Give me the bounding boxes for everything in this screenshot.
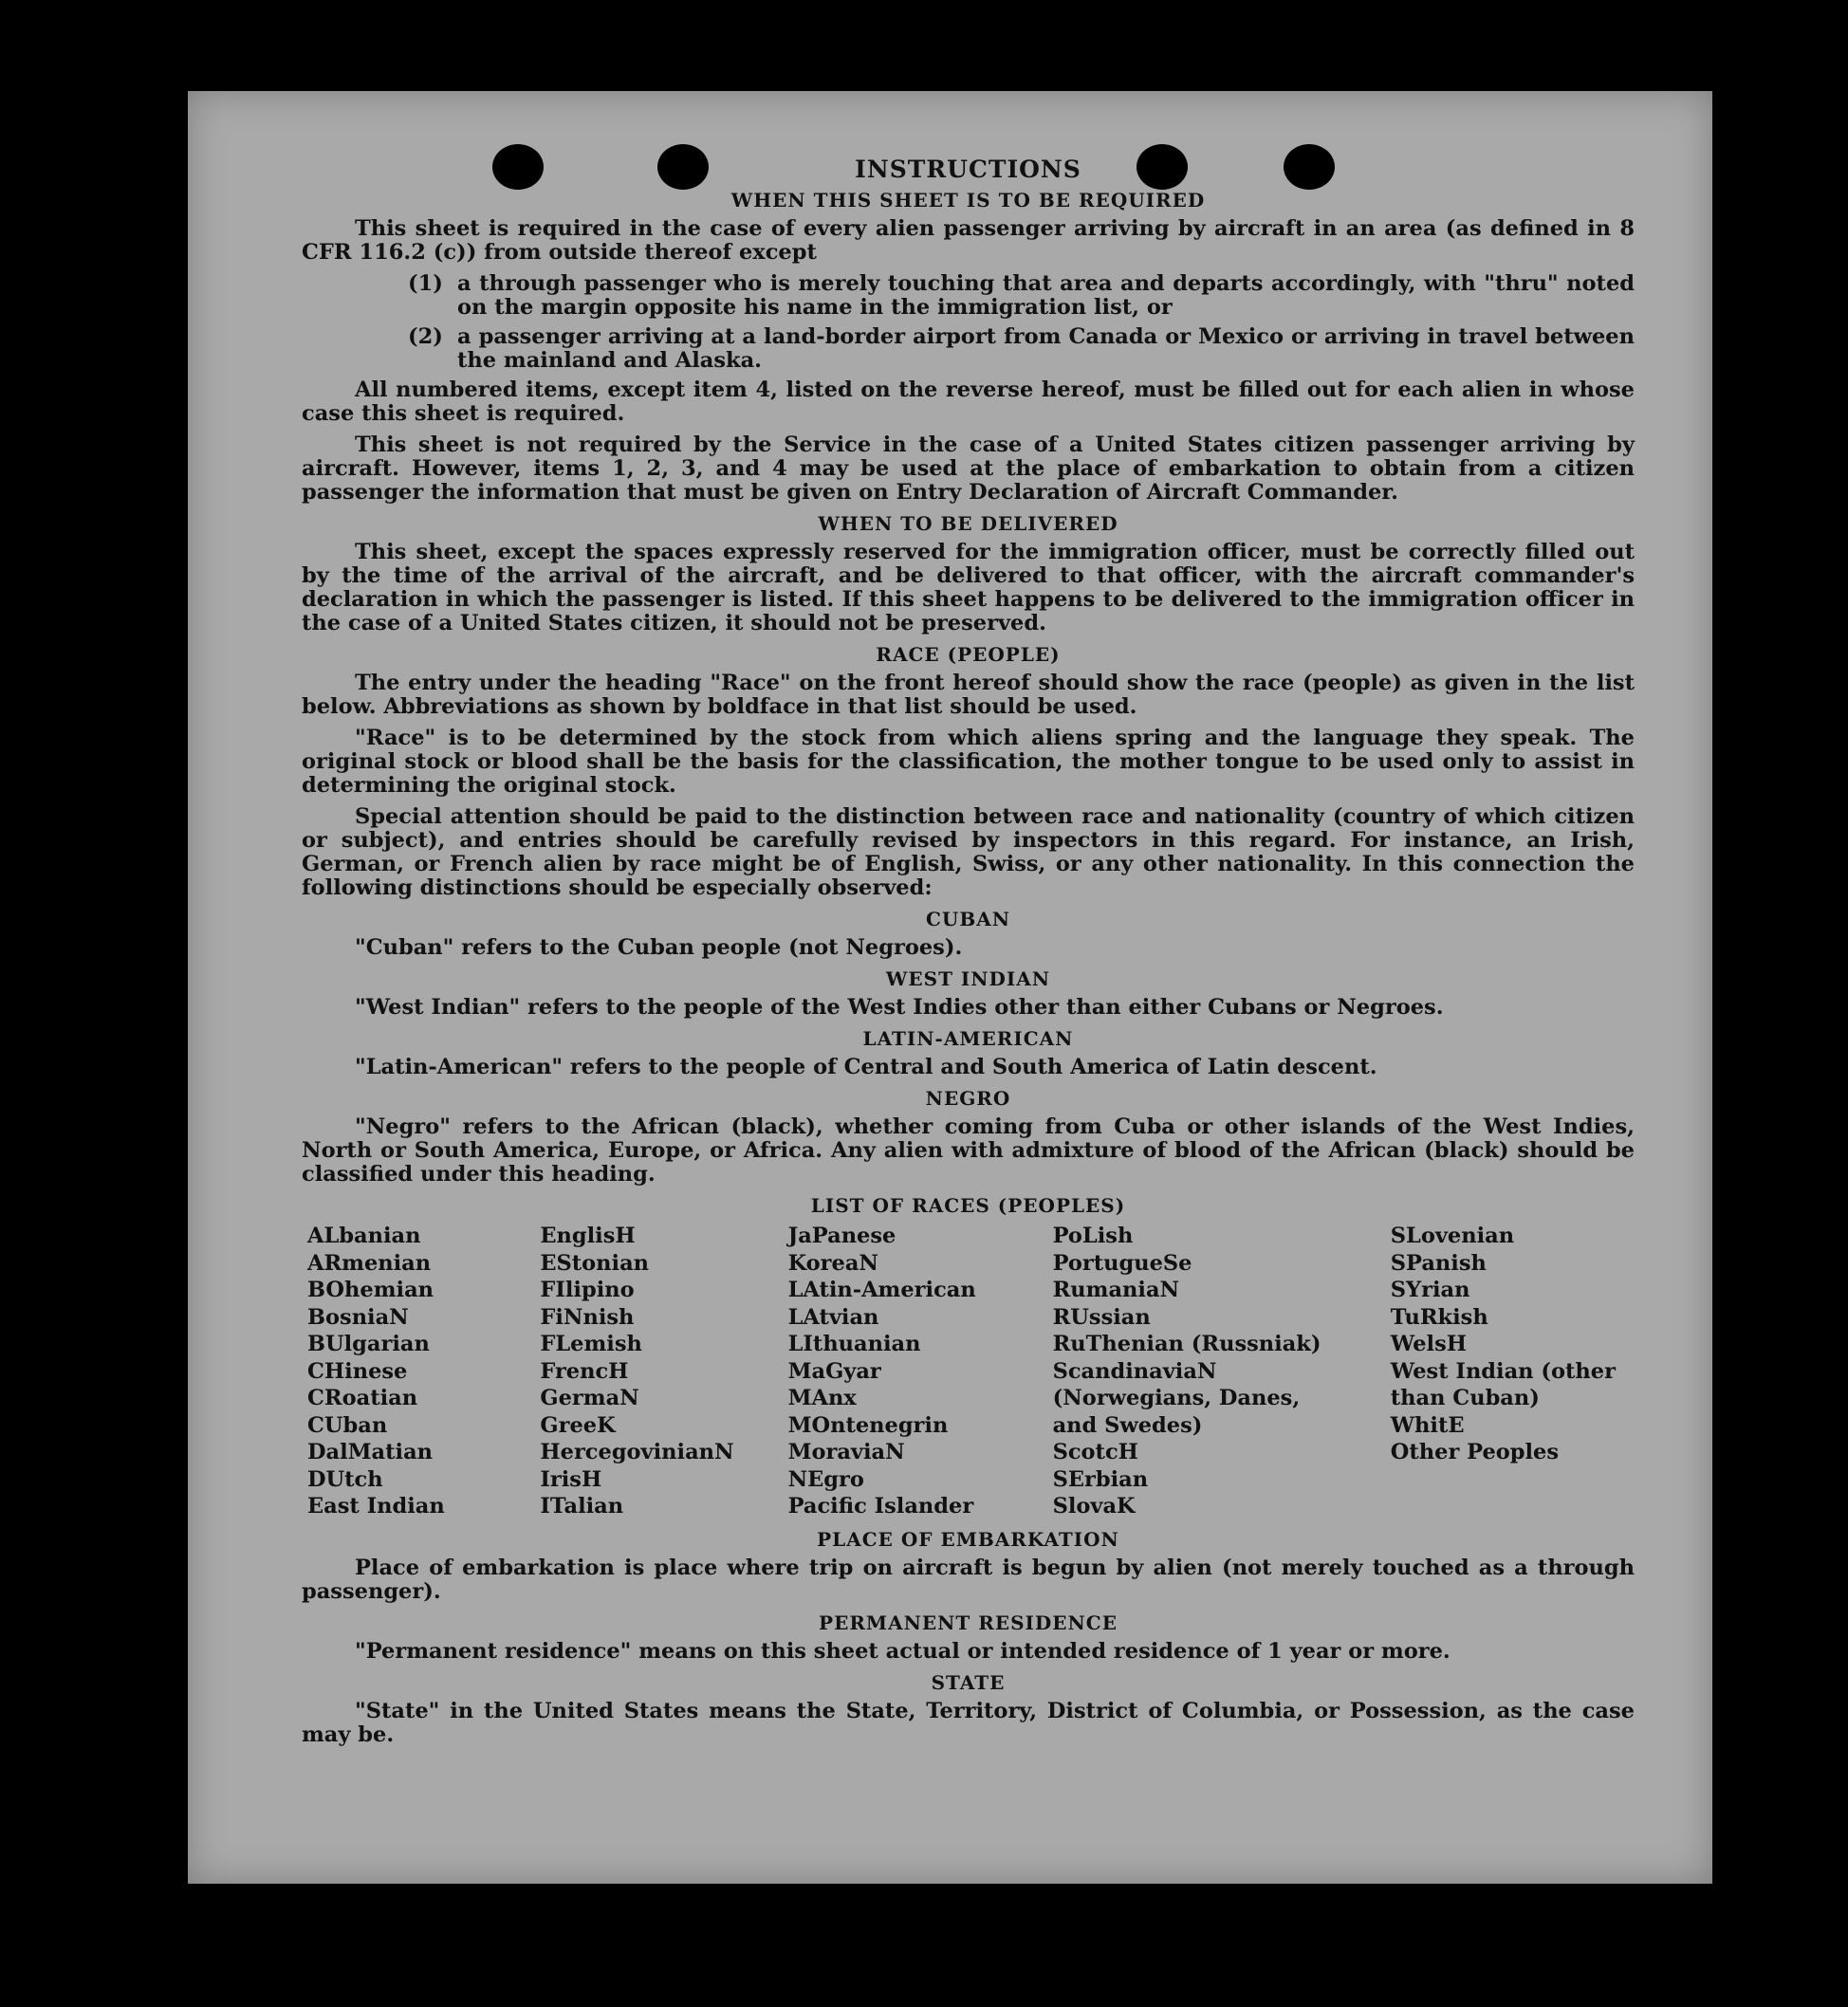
- race-entry: ScotcH: [1052, 1440, 1138, 1464]
- race-entry: Pacific Islander: [787, 1494, 974, 1519]
- race-entry: PortugueSe: [1052, 1250, 1192, 1276]
- paragraph: "State" in the United States means the State, Territory, District of Columbia, or Possession, as the case may be.: [302, 1698, 1635, 1747]
- item-text: a through passenger who is merely touching that area and departs accordingly, with "thru" noted on the margin opposite his name in the immigration list, or: [457, 271, 1635, 320]
- section-heading: PERMANENT RESIDENCE: [819, 1611, 1118, 1634]
- race-entry: LAtin-American: [787, 1278, 976, 1302]
- race-entry: RUssian: [1052, 1304, 1151, 1330]
- section-heading: WEST INDIAN: [885, 967, 1051, 990]
- paragraph: The entry under the heading "Race" on the front hereof should show the race (people) as given in the list below. Abbreviations as shown by boldface in that list should be used.: [302, 671, 1635, 719]
- section-heading: NEGRO: [925, 1087, 1011, 1110]
- section-heading: STATE: [931, 1670, 1006, 1694]
- race-entry: GermaN: [540, 1386, 639, 1410]
- race-entry: MOntenegrin: [787, 1412, 949, 1438]
- race-entry: SYrian: [1390, 1278, 1470, 1302]
- race-entry: PoLish: [1052, 1224, 1134, 1248]
- race-entry: EnglisH: [540, 1224, 636, 1248]
- page-title: INSTRUCTIONS: [855, 156, 1081, 183]
- races-column: [788, 1223, 1053, 1520]
- race-entry: SLovenian: [1390, 1224, 1515, 1248]
- list-item: [302, 325, 1635, 373]
- paragraph: This sheet, except the spaces expressly reserved for the immigration officer, must be correctly filled out by the time of the arrival of the aircraft, and be delivered to that officer, with the aircraft commander's declaration in which the passenger is listed. If this sheet happens to be delivered to the immigration officer in the case of a United States citizen, it should not be preserved.: [302, 540, 1635, 635]
- race-entry: ScandinaviaN (Norwegians, Danes, and Swedes): [1052, 1358, 1301, 1438]
- race-entry: FLemish: [540, 1332, 642, 1356]
- race-entry: HercegovinianN: [540, 1440, 734, 1464]
- section-heading: RACE (PEOPLE): [876, 643, 1061, 666]
- race-entry: SlovaK: [1052, 1494, 1136, 1519]
- race-entry: JaPanese: [787, 1224, 896, 1248]
- race-entry: RuThenian (Russniak): [1052, 1332, 1321, 1356]
- paragraph: "Race" is to be determined by the stock from which aliens spring and the language they speak. The original stock or blood shall be the basis for the classification, the mother tongue to be used only to assist in determining the original stock.: [302, 726, 1635, 798]
- race-entry: FrencH: [540, 1358, 629, 1384]
- section-heading: PLACE OF EMBARKATION: [817, 1527, 1119, 1551]
- race-entry: SPanish: [1390, 1250, 1487, 1276]
- race-entry: BOhemian: [307, 1278, 434, 1302]
- race-entry: KoreaN: [787, 1250, 878, 1276]
- paragraph: This sheet is not required by the Service in the case of a United States citizen passenger arriving by aircraft. However, items 1, 2, 3, and 4 may be used at the place of embarkation to obtain from a citizen passenger the information that must be given on Entry Declaration of Aircraft Commander.: [302, 433, 1635, 505]
- paragraph: Place of embarkation is place where trip on aircraft is begun by alien (not merely touched as a through passenger).: [302, 1555, 1635, 1604]
- races-column: [1391, 1223, 1635, 1520]
- list-item: [302, 272, 1635, 320]
- race-entry: MoraviaN: [787, 1440, 905, 1464]
- race-entry: Other Peoples: [1390, 1440, 1560, 1464]
- section-heading: CUBAN: [925, 908, 1011, 930]
- item-text: a passenger arriving at a land-border airport from Canada or Mexico or arriving in travel between the mainland and Alaska.: [457, 324, 1635, 373]
- race-entry: WhitE: [1390, 1412, 1465, 1438]
- paragraph: "Cuban" refers to the Cuban people (not Negroes).: [355, 935, 963, 960]
- race-entry: EStonian: [540, 1250, 650, 1276]
- race-entry: MaGyar: [787, 1358, 881, 1384]
- race-entry: West Indian (other than Cuban): [1390, 1358, 1616, 1410]
- race-entry: CHinese: [307, 1358, 408, 1384]
- race-entry: SErbian: [1052, 1466, 1149, 1492]
- race-entry: ITalian: [540, 1494, 624, 1519]
- paragraph: All numbered items, except item 4, listed on the reverse hereof, must be filled out for each alien in whose case this sheet is required.: [302, 377, 1635, 426]
- race-entry: East Indian: [307, 1494, 445, 1519]
- race-entry: LAtvian: [787, 1304, 879, 1330]
- races-column: [1053, 1223, 1391, 1520]
- race-entry: MAnx: [787, 1386, 857, 1410]
- race-entry: CUban: [307, 1412, 388, 1438]
- races-column: [307, 1223, 540, 1520]
- section-heading: LATIN-AMERICAN: [862, 1027, 1074, 1050]
- paragraph: This sheet is required in the case of every alien passenger arriving by aircraft in an area (as defined in 8 CFR 116.2 (c)) from outside thereof except: [302, 216, 1635, 265]
- race-entry: CRoatian: [307, 1386, 418, 1410]
- race-entry: FiNnish: [540, 1304, 635, 1330]
- race-entry: FIlipino: [540, 1278, 635, 1302]
- races-column: [540, 1223, 787, 1520]
- race-entry: NEgro: [787, 1466, 864, 1492]
- races-list: [307, 1223, 1635, 1520]
- item-number: (2): [408, 324, 443, 349]
- paragraph: "Permanent residence" means on this sheet actual or intended residence of 1 year or more.: [355, 1638, 1451, 1664]
- document-sheet: [188, 91, 1712, 1884]
- race-entry: GreeK: [540, 1412, 616, 1438]
- instructions-content: [302, 157, 1635, 1755]
- race-entry: BUlgarian: [307, 1332, 430, 1356]
- race-entry: IrisH: [540, 1466, 602, 1492]
- race-entry: BosniaN: [307, 1304, 409, 1330]
- paragraph: "Negro" refers to the African (black), whether coming from Cuba or other islands of the West Indies, North or South America, Europe, or Africa. Any alien with admixture of blood of the African (black) should be classified under this heading.: [302, 1114, 1635, 1187]
- race-entry: DUtch: [307, 1466, 383, 1492]
- race-entry: ARmenian: [307, 1250, 432, 1276]
- race-entry: RumaniaN: [1052, 1278, 1180, 1302]
- race-entry: DalMatian: [307, 1440, 434, 1464]
- section-heading: LIST OF RACES (PEOPLES): [810, 1194, 1126, 1217]
- race-entry: ALbanian: [307, 1224, 421, 1248]
- race-entry: WelsH: [1390, 1332, 1468, 1356]
- paragraph: Special attention should be paid to the distinction between race and nationality (country of which citizen or subject), and entries should be carefully revised by inspectors in this regard. For instance, an Irish, German, or French alien by race might be of English, Swiss, or any other nationality. In this connection the following distinctions should be especially observed:: [302, 804, 1635, 900]
- race-entry: LIthuanian: [787, 1332, 921, 1356]
- section-heading: WHEN TO BE DELIVERED: [818, 512, 1118, 535]
- race-entry: TuRkish: [1390, 1304, 1488, 1330]
- item-number: (1): [408, 271, 443, 296]
- paragraph: "Latin-American" refers to the people of Central and South America of Latin descent.: [355, 1055, 1377, 1079]
- section-heading: WHEN THIS SHEET IS TO BE REQUIRED: [730, 189, 1206, 212]
- paragraph: "West Indian" refers to the people of the West Indies other than either Cubans or Negroes.: [355, 995, 1444, 1020]
